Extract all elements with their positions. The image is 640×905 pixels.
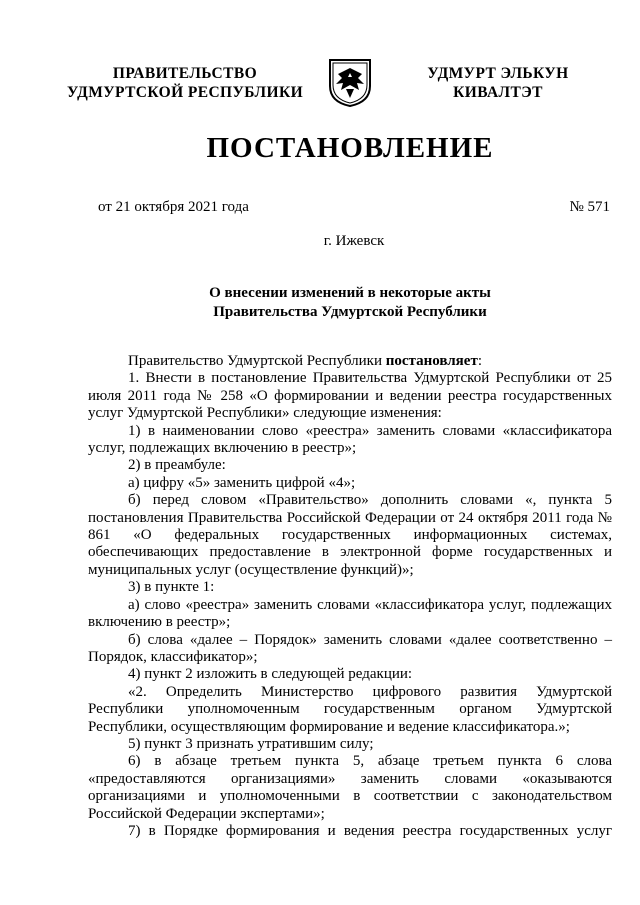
udmurt-coat-of-arms-icon [326,56,374,108]
paragraph-1-6: 6) в абзаце третьем пункта 5, абзаце третьем пункта 6 слова «предоставляются организациями» заменить словами «оказываются организациями и уполномоченными в соответствии с законодательством Российской Федерации экспертами»; [88,753,612,822]
intro-text: Правительство Удмуртской Республики [128,353,386,369]
paragraph-1-4: 4) пункт 2 изложить в следующей редакции: [128,666,413,683]
document-title [150,284,550,322]
issuer-line-1: ПРАВИТЕЛЬСТВО [112,65,258,82]
issuer-name-udmurt [398,64,598,102]
document-city: г. Ижевск [323,233,385,249]
paragraph-1-7: 7) в Порядке формирования и ведения реестра государственных услуг [128,822,612,839]
document-body [88,353,612,840]
intro-paragraph [88,353,612,370]
intro-decision-word: постановляет [385,353,478,369]
paragraph-1: 1. Внести в постановление Правительства Удмуртской Республики от 25 июля 2011 года № 258 «О формировании и ведении реестра государственных услуг Удмуртской Республики» следующие изменения: [88,370,612,422]
document-number: № 571 [569,199,610,215]
issuer-name-russian [60,64,310,102]
document-type-heading: ПОСТАНОВЛЕНИЕ [206,132,494,164]
paragraph-1-2-a: а) цифру «5» заменить цифрой «4»; [128,474,356,491]
paragraph-1-1: 1) в наименовании слово «реестра» заменить словами «классификатора услуг, подлежащих включению в реестр»; [88,422,612,457]
title-line-2: Правительства Удмуртской Республики [213,304,487,320]
issuer-udm-line-1: УДМУРТ ЭЛЬКУН [427,65,569,82]
document-date: от 21 октября 2021 года [98,199,249,215]
issuer-line-2: УДМУРТСКОЙ РЕСПУБЛИКИ [66,84,304,101]
paragraph-1-3-b: б) слова «далее – Порядок» заменить словами «далее соответственно – Порядок, классификатор»; [88,631,612,665]
paragraph-1-4-quote: «2. Определить Министерство цифрового развития Удмуртской Республики уполномоченным государственным органом Удмуртской Республики, осуществляющим формирование и ведение классификатора.»; [88,683,612,735]
paragraph-1-2: 2) в преамбуле: [128,457,226,474]
paragraph-1-3: 3) в пункте 1: [128,579,215,596]
paragraph-1-3-a: а) слово «реестра» заменить словами «классификатора услуг, подлежащих включению в реестр»; [88,596,612,631]
title-line-1: О внесении изменений в некоторые акты [209,285,491,301]
intro-colon: : [477,353,482,369]
issuer-udm-line-2: КИВАЛТЭТ [453,84,543,101]
paragraph-1-2-b: б) перед словом «Правительство» дополнить словами «, пункта 5 постановления Правительства Российской Федерации от 24 октября 2011 года № 861 «О федеральных государственных информационных системах, обеспечивающих предоставление в электронной форме государственных и муниципальных услуг (осуществление функций)»; [88,492,612,578]
paragraph-1-5: 5) пункт 3 признать утратившим силу; [128,735,374,752]
